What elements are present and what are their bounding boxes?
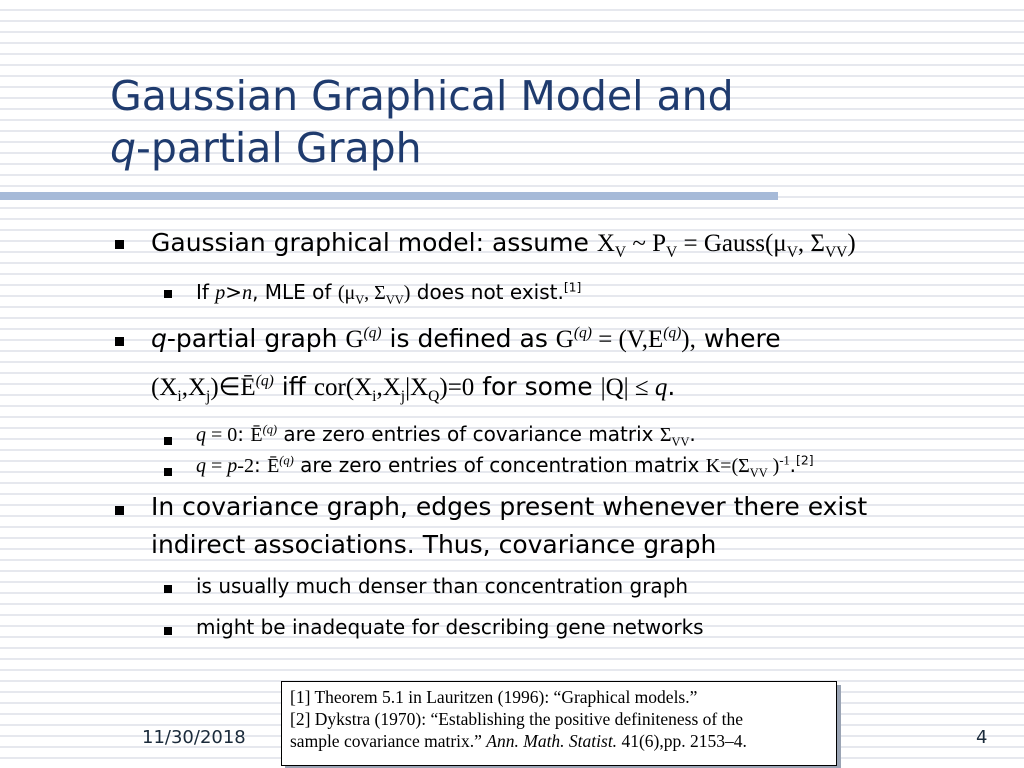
bullet-text: Gaussian graphical model: assume	[151, 228, 597, 257]
sub-bullet-inadequate: might be inadequate for describing gene networks	[196, 615, 704, 639]
bullet-square-icon	[115, 506, 124, 515]
bullet-covariance-graph-line2: indirect associations. Thus, covariance graph	[151, 530, 717, 559]
title-rest: -partial Graph	[136, 124, 422, 172]
bullet-q-partial-graph: q-partial graph $G^{(q)}$ is defined as $G^{(q)} = (V,E^{(q)})$, where	[151, 324, 781, 353]
sub-bullet-q-zero: q = 0: $Ē^{(q)}$ are zero entries of covariance matrix $\Sigma_{VV}$.	[196, 422, 696, 449]
sub-bullet-q-p-minus-2: q = p-2: $Ē^{(q)}$ are zero entries of concentration matrix $K=(\Sigma_{VV}$ )$^{-1}$.[2]	[196, 452, 814, 480]
sub-bullet-denser: is usually much denser than concentration graph	[196, 574, 689, 598]
bullet-covariance-graph-line1: In covariance graph, edges present whenever there exist	[151, 492, 868, 521]
sub-bullet-square-icon	[164, 437, 172, 445]
sub-bullet-square-icon	[164, 290, 172, 298]
title-line-1: Gaussian Graphical Model and	[110, 72, 734, 120]
sub-bullet-square-icon	[164, 585, 172, 593]
slide-date: 11/30/2018	[142, 727, 246, 748]
reference-2-line1: [2] Dykstra (1970): “Establishing the positive definiteness of the	[290, 709, 743, 729]
sub-bullet-square-icon	[164, 468, 172, 476]
sub-bullet-square-icon	[164, 627, 172, 635]
bullet-square-icon	[115, 240, 124, 249]
formula-xv-pv: $X_V$ ~ $P_V$ = $Gauss(\mu_V$, $\Sigma_{VV}$)	[596, 230, 856, 261]
references-box	[281, 681, 837, 766]
bullet-square-icon	[115, 337, 124, 346]
slide-number: 4	[976, 727, 988, 748]
reference-1: [1] Theorem 5.1 in Lauritzen (1996): “Graphical models.”	[290, 687, 698, 707]
title-q: q	[110, 124, 137, 172]
reference-2-line2: sample covariance matrix.” Ann. Math. Statist. 41(6),pp. 2153–4.	[290, 731, 747, 751]
sub-bullet-mle: If p>n, MLE of ($\mu_V$, $\Sigma_{VV}$) does not exist.[1]	[196, 279, 582, 307]
q-partial-definition: $(X_i,X_j)\in Ē^{(q)}$ iff $cor(X_i,X_j|X_Q)=0$ for some |Q| ≤ q.	[151, 372, 676, 405]
bullet-gaussian-model	[151, 228, 856, 261]
